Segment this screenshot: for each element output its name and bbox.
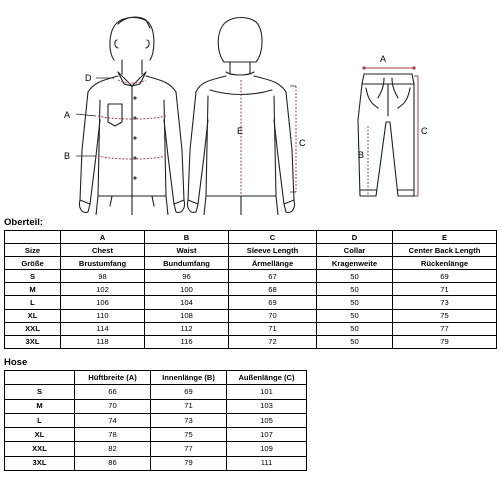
- size-cell: M: [5, 283, 61, 296]
- value-cell: 50: [317, 270, 393, 283]
- size-cell: 3XL: [5, 335, 61, 348]
- pants-label-c: C: [421, 126, 428, 136]
- value-cell: 72: [229, 335, 317, 348]
- header-groesse: Größe: [5, 257, 61, 270]
- table-row: [5, 270, 497, 283]
- value-cell: 98: [61, 270, 145, 283]
- value-cell: 116: [145, 335, 229, 348]
- value-cell: 96: [145, 270, 229, 283]
- header-center-back-length: Center Back Length: [393, 244, 497, 257]
- value-cell: 110: [61, 309, 145, 322]
- table-row: [5, 456, 307, 470]
- table-row: [5, 283, 497, 296]
- pants-section-title: Hose: [4, 357, 28, 368]
- value-cell: 77: [393, 322, 497, 335]
- header-bundumfang: Bundumfang: [145, 257, 229, 270]
- pants-figure: [358, 74, 414, 196]
- value-cell: 108: [145, 309, 229, 322]
- value-cell: 69: [151, 385, 227, 399]
- size-cell: L: [5, 413, 75, 427]
- header-size: Size: [5, 244, 61, 257]
- value-cell: 109: [227, 442, 307, 456]
- size-cell: S: [5, 385, 75, 399]
- value-cell: 71: [393, 283, 497, 296]
- value-cell: 73: [151, 413, 227, 427]
- size-cell: XL: [5, 309, 61, 322]
- code-e: E: [393, 231, 497, 244]
- header-hueftbreite: Hüftbreite (A): [75, 371, 151, 385]
- pants-label-b: B: [358, 150, 365, 160]
- value-cell: 68: [229, 283, 317, 296]
- value-cell: 78: [75, 428, 151, 442]
- header-collar: Collar: [317, 244, 393, 257]
- value-cell: 69: [393, 270, 497, 283]
- value-cell: 111: [227, 456, 307, 470]
- table-row: [5, 385, 307, 399]
- value-cell: 104: [145, 296, 229, 309]
- size-cell: M: [5, 399, 75, 413]
- value-cell: 73: [393, 296, 497, 309]
- size-cell: XXL: [5, 442, 75, 456]
- value-cell: 106: [61, 296, 145, 309]
- value-cell: 50: [317, 309, 393, 322]
- value-cell: 100: [145, 283, 229, 296]
- header-kragenweite: Kragenweite: [317, 257, 393, 270]
- back-label-c: C: [299, 138, 306, 148]
- table-row: [5, 322, 497, 335]
- header-chest: Chest: [61, 244, 145, 257]
- table-row: [5, 399, 307, 413]
- value-cell: 71: [151, 399, 227, 413]
- size-cell: XL: [5, 428, 75, 442]
- value-cell: 75: [151, 428, 227, 442]
- value-cell: 101: [227, 385, 307, 399]
- front-label-b: B: [64, 151, 71, 161]
- measurement-illustrations: [0, 0, 500, 215]
- table-row: [5, 296, 497, 309]
- code-c: C: [229, 231, 317, 244]
- code-b: B: [145, 231, 229, 244]
- front-label-a: A: [64, 110, 71, 120]
- header-aussenlaenge: Außenlänge (C): [227, 371, 307, 385]
- value-cell: 70: [75, 399, 151, 413]
- table-row: [5, 442, 307, 456]
- value-cell: 69: [229, 296, 317, 309]
- code-a: A: [61, 231, 145, 244]
- back-label-e: E: [237, 126, 244, 136]
- value-cell: 86: [75, 456, 151, 470]
- size-cell: S: [5, 270, 61, 283]
- header-rueckenlaenge: Rückenlänge: [393, 257, 497, 270]
- value-cell: 105: [227, 413, 307, 427]
- header-aermellaenge: Ärmellänge: [229, 257, 317, 270]
- value-cell: 71: [229, 322, 317, 335]
- code-d: D: [317, 231, 393, 244]
- top-section-title: Oberteil:: [4, 217, 44, 228]
- top-size-table: [4, 230, 497, 349]
- header-waist: Waist: [145, 244, 229, 257]
- size-cell: L: [5, 296, 61, 309]
- code-header-empty: [5, 231, 61, 244]
- table-row: [5, 428, 307, 442]
- pants-size-table: [4, 370, 307, 471]
- pants-label-a: A: [380, 54, 387, 64]
- size-cell: 3XL: [5, 456, 75, 470]
- table-row: [5, 309, 497, 322]
- header-innenlaenge: Innenlänge (B): [151, 371, 227, 385]
- table-row: [5, 335, 497, 348]
- value-cell: 118: [61, 335, 145, 348]
- value-cell: 82: [75, 442, 151, 456]
- value-cell: 50: [317, 296, 393, 309]
- value-cell: 103: [227, 399, 307, 413]
- value-cell: 114: [61, 322, 145, 335]
- header-brustumfang: Brustumfang: [61, 257, 145, 270]
- value-cell: 112: [145, 322, 229, 335]
- value-cell: 74: [75, 413, 151, 427]
- value-cell: 50: [317, 322, 393, 335]
- front-label-d: D: [85, 73, 92, 83]
- value-cell: 107: [227, 428, 307, 442]
- table-row: [5, 413, 307, 427]
- header-sleeve-length: Sleeve Length: [229, 244, 317, 257]
- value-cell: 70: [229, 309, 317, 322]
- value-cell: 67: [229, 270, 317, 283]
- value-cell: 75: [393, 309, 497, 322]
- value-cell: 79: [393, 335, 497, 348]
- header-size-empty: [5, 371, 75, 385]
- value-cell: 77: [151, 442, 227, 456]
- value-cell: 79: [151, 456, 227, 470]
- size-cell: XXL: [5, 322, 61, 335]
- value-cell: 50: [317, 283, 393, 296]
- value-cell: 102: [61, 283, 145, 296]
- value-cell: 66: [75, 385, 151, 399]
- value-cell: 50: [317, 335, 393, 348]
